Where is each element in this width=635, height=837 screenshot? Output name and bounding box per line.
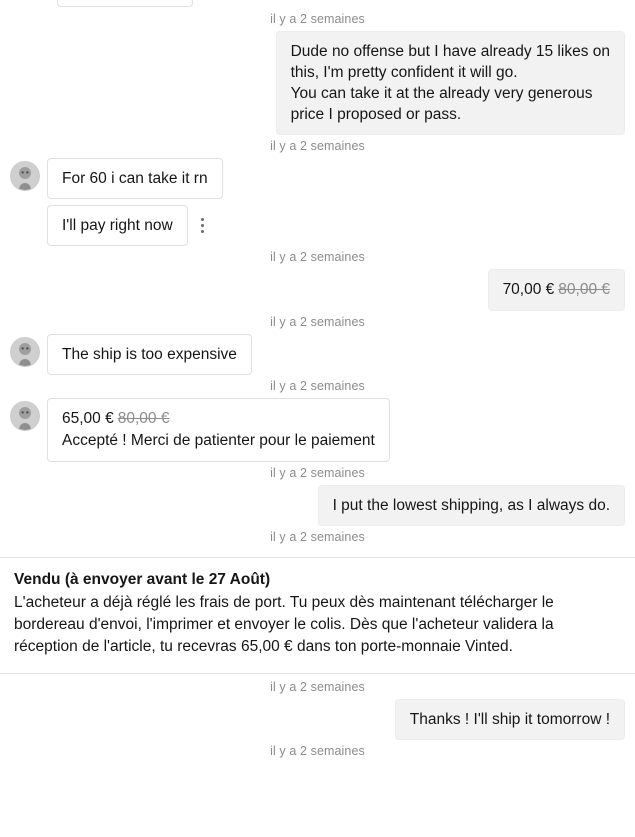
message-text-line: price I proposed or pass.: [290, 106, 462, 123]
user-avatar-icon[interactable]: [10, 161, 40, 191]
message-timestamp: il y a 2 semaines: [270, 680, 365, 694]
previous-message-bubble-bottom: [57, 0, 193, 7]
message-row-incoming: [0, 205, 635, 246]
message-row-incoming: [0, 334, 635, 375]
message-text-line: Dude no offense but I have already 15 likes on: [290, 43, 610, 60]
sold-notice-line: bordereau d'envoi, l'imprimer et envoyer le colis. Dès que l'acheteur validera la: [14, 616, 554, 633]
message-bubble-outgoing[interactable]: [318, 485, 625, 526]
message-bubble-outgoing[interactable]: [395, 699, 625, 740]
message-timestamp: il y a 2 semaines: [270, 530, 365, 544]
sold-notice-line: réception de l'article, tu recevras 65,00 € dans ton porte-monnaie Vinted.: [14, 638, 513, 655]
previous-message-partial: [0, 0, 635, 8]
message-timestamp: il y a 2 semaines: [270, 466, 365, 480]
message-text: For 60 i can take it rn: [62, 170, 208, 187]
offer-bubble[interactable]: [488, 269, 625, 311]
message-bubble-incoming[interactable]: [47, 334, 252, 375]
offer-old-price: 80,00 €: [117, 410, 170, 427]
sold-notice: [0, 557, 635, 674]
offer-row-outgoing: [0, 269, 635, 311]
message-bubble-incoming[interactable]: [47, 158, 223, 199]
message-text-line: this, I'm pretty confident it will go.: [290, 64, 518, 81]
message-text: The ship is too expensive: [62, 346, 237, 363]
message-row-outgoing: [0, 31, 635, 135]
message-bubble-incoming[interactable]: [47, 205, 188, 246]
message-timestamp: il y a 2 semaines: [270, 139, 365, 153]
sold-notice-body: [14, 592, 621, 658]
offer-status-text: Accepté ! Merci de patienter pour le paiement: [62, 432, 375, 449]
message-text: Thanks ! I'll ship it tomorrow !: [409, 711, 610, 728]
offer-old-price: 80,00 €: [558, 281, 610, 298]
message-timestamp: il y a 2 semaines: [270, 250, 365, 264]
user-avatar-icon[interactable]: [10, 337, 40, 367]
message-text: I'll pay right now: [62, 217, 173, 234]
message-timestamp: il y a 2 semaines: [270, 744, 365, 758]
more-options-icon[interactable]: [192, 218, 214, 233]
sold-notice-title: Vendu (à envoyer avant le 27 Août): [14, 571, 271, 588]
offer-price-line: [62, 408, 375, 430]
message-timestamp: il y a 2 semaines: [270, 12, 365, 26]
offer-accepted-bubble[interactable]: [47, 398, 390, 462]
message-row-outgoing: [0, 485, 635, 526]
offer-price-line: [503, 279, 610, 301]
user-avatar-icon[interactable]: [10, 401, 40, 431]
message-row-outgoing: [0, 699, 635, 740]
message-timestamp: il y a 2 semaines: [270, 379, 365, 393]
offer-row-incoming: [0, 398, 635, 462]
message-row-incoming: [0, 158, 635, 199]
offer-new-price: 70,00 €: [502, 281, 555, 298]
offer-new-price: 65,00 €: [62, 410, 114, 427]
message-text: I put the lowest shipping, as I always do.: [332, 497, 610, 514]
message-timestamp: il y a 2 semaines: [270, 315, 365, 329]
sold-notice-line: L'acheteur a déjà réglé les frais de port. Tu peux dès maintenant télécharger le: [14, 594, 554, 611]
message-text-line: You can take it at the already very generous: [290, 85, 593, 102]
message-bubble-outgoing[interactable]: [276, 31, 625, 135]
